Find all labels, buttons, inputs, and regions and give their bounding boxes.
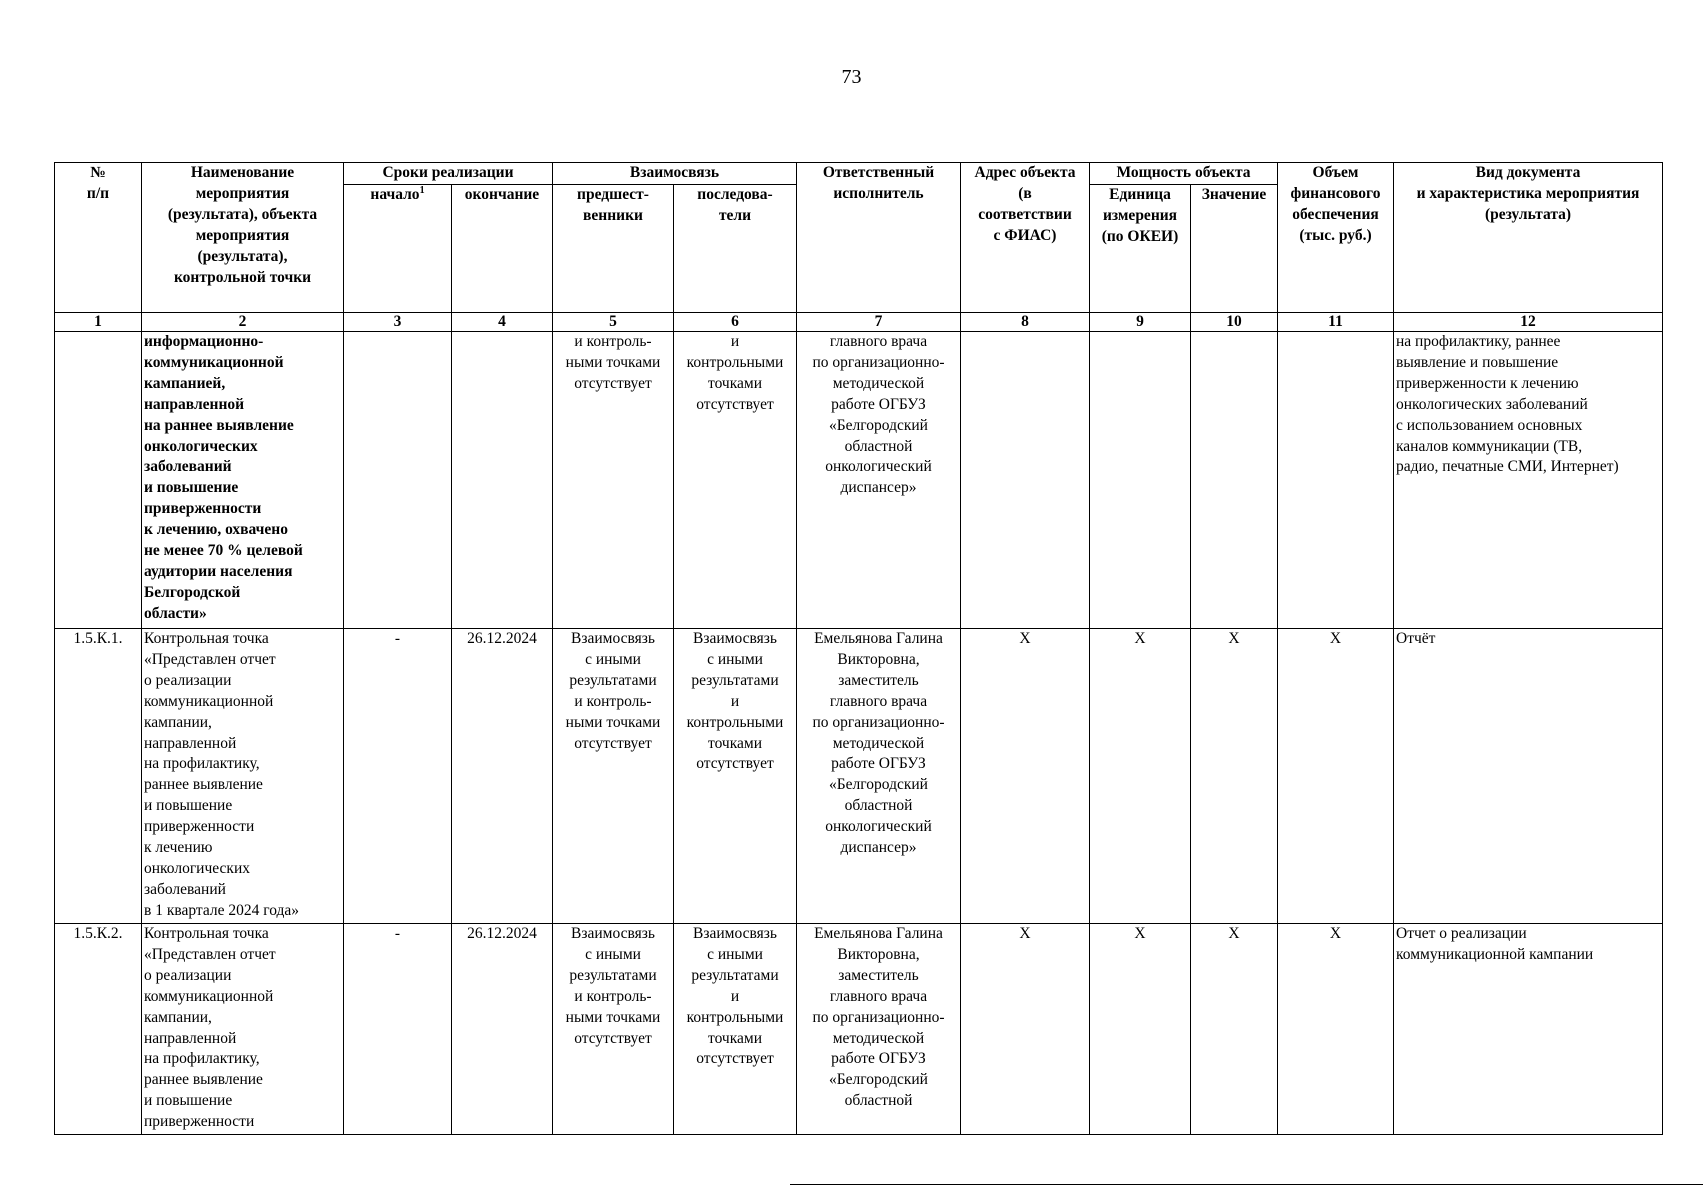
cell-name: информационно- коммуникационной кампанией, направленной на раннее выявление онкологических заболеваний и повышение приверженности к лечению, охвачено не менее 70 % целевой аудитории населения Белгородской области» (142, 332, 344, 629)
column-number: 8 (961, 313, 1090, 332)
cell-number: 1.5.К.1. (55, 629, 142, 924)
header-name: Наименование мероприятия (результата), объекта мероприятия (результата), контрольной точки (142, 163, 344, 313)
cell-funding (1278, 332, 1394, 629)
header-funding: Объем финансового обеспечения (тыс. руб.) (1278, 163, 1394, 313)
cell-successors: Взаимосвязь с иными результатами и контрольными точками отсутствует (674, 924, 797, 1135)
column-number: 1 (55, 313, 142, 332)
cell-unit (1090, 332, 1191, 629)
cell-value: X (1191, 924, 1278, 1135)
column-number: 9 (1090, 313, 1191, 332)
header-row-number: № п/п (55, 163, 142, 313)
cell-predecessors: и контроль- ными точками отсутствует (553, 332, 674, 629)
cell-value (1191, 332, 1278, 629)
bottom-rule (790, 1184, 1703, 1185)
header-capacity: Мощность объекта (1090, 163, 1278, 185)
table-row (55, 924, 1663, 1135)
cell-unit: X (1090, 924, 1191, 1135)
column-number: 3 (344, 313, 452, 332)
cell-start (344, 332, 452, 629)
column-number: 10 (1191, 313, 1278, 332)
cell-start: - (344, 629, 452, 924)
cell-name: Контрольная точка «Представлен отчет о реализации коммуникационной кампании, направленной на профилактику, раннее выявление и повышение приверженности (142, 924, 344, 1135)
header-relation: Взаимосвязь (553, 163, 797, 185)
cell-doc: Отчёт (1394, 629, 1663, 924)
cell-doc: на профилактику, раннее выявление и повышение приверженности к лечению онкологических заболеваний с использованием основных каналов коммуникации (ТВ, радио, печатные СМИ, Интернет) (1394, 332, 1663, 629)
cell-end (452, 332, 553, 629)
header-address: Адрес объекта (в соответствии с ФИАС) (961, 163, 1090, 313)
cell-end: 26.12.2024 (452, 924, 553, 1135)
header-value: Значение (1191, 185, 1278, 313)
cell-funding: X (1278, 629, 1394, 924)
cell-number (55, 332, 142, 629)
header-responsible: Ответственный исполнитель (797, 163, 961, 313)
header-period: Сроки реализации (344, 163, 553, 185)
cell-address: X (961, 924, 1090, 1135)
column-number-row (55, 313, 1663, 332)
cell-unit: X (1090, 629, 1191, 924)
column-number: 2 (142, 313, 344, 332)
column-number: 12 (1394, 313, 1663, 332)
cell-doc: Отчет о реализации коммуникационной кампании (1394, 924, 1663, 1135)
cell-value: X (1191, 629, 1278, 924)
cell-start: - (344, 924, 452, 1135)
header-doc-type: Вид документа и характеристика мероприятия (результата) (1394, 163, 1663, 313)
header-successors: последова- тели (674, 185, 797, 313)
cell-successors: и контрольными точками отсутствует (674, 332, 797, 629)
cell-responsible: главного врача по организационно- методической работе ОГБУЗ «Белгородский областной онкологический диспансер» (797, 332, 961, 629)
plan-table (54, 162, 1663, 1135)
column-number: 11 (1278, 313, 1394, 332)
cell-end: 26.12.2024 (452, 629, 553, 924)
header-predecessors: предшест- венники (553, 185, 674, 313)
column-number: 7 (797, 313, 961, 332)
table-row (55, 332, 1663, 629)
page-number: 73 (841, 66, 862, 88)
cell-successors: Взаимосвязь с иными результатами и контрольными точками отсутствует (674, 629, 797, 924)
cell-name: Контрольная точка «Представлен отчет о реализации коммуникационной кампании, направленной на профилактику, раннее выявление и повышение приверженности к лечению онкологических заболеваний в 1 квартале 2024 года» (142, 629, 344, 924)
table-row (55, 629, 1663, 924)
cell-predecessors: Взаимосвязь с иными результатами и контроль- ными точками отсутствует (553, 924, 674, 1135)
header-start: начало$^1$ (344, 185, 452, 313)
column-number: 5 (553, 313, 674, 332)
cell-responsible: Емельянова Галина Викторовна, заместитель главного врача по организационно- методической работе ОГБУЗ «Белгородский областной (797, 924, 961, 1135)
column-number: 4 (452, 313, 553, 332)
header-unit: Единица измерения (по ОКЕИ) (1090, 185, 1191, 313)
footnote-mark: 1 (419, 184, 425, 196)
cell-responsible: Емельянова Галина Викторовна, заместитель главного врача по организационно- методической работе ОГБУЗ «Белгородский областной онкологический диспансер» (797, 629, 961, 924)
column-number: 6 (674, 313, 797, 332)
cell-funding: X (1278, 924, 1394, 1135)
cell-number: 1.5.К.2. (55, 924, 142, 1135)
cell-address: X (961, 629, 1090, 924)
header-end: окончание (452, 185, 553, 313)
cell-address (961, 332, 1090, 629)
cell-predecessors: Взаимосвязь с иными результатами и контроль- ными точками отсутствует (553, 629, 674, 924)
